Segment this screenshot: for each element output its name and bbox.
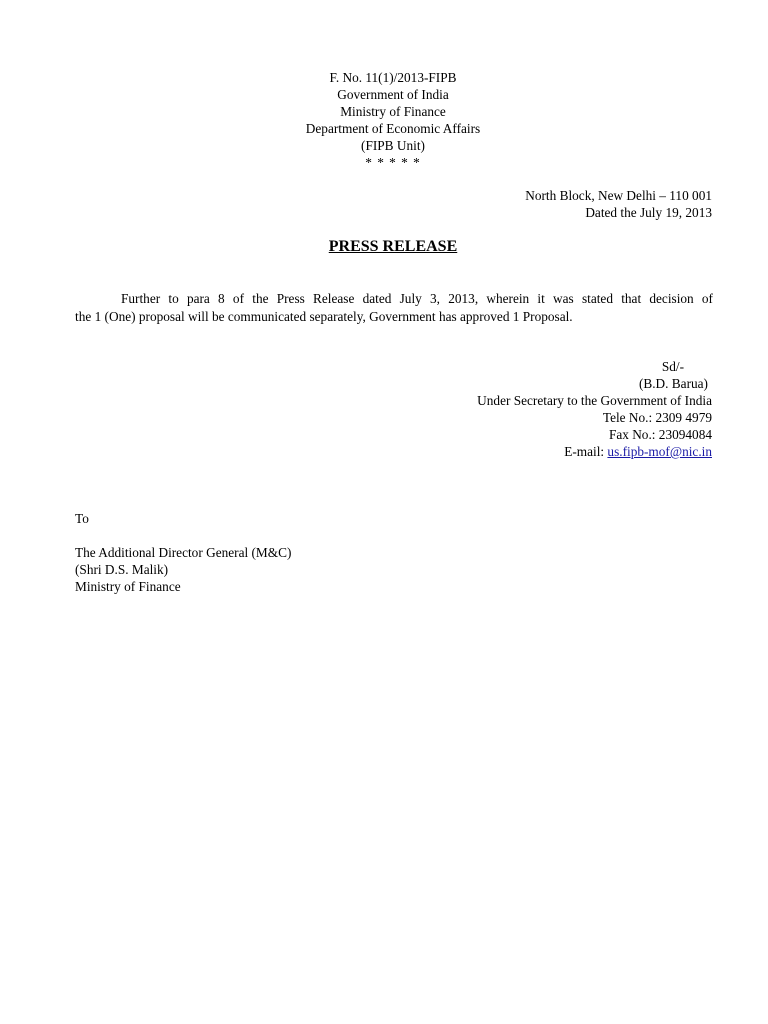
fax-number: Fax No.: 23094084 (608, 427, 712, 442)
signatory-name: (B.D. Barua) (638, 376, 708, 391)
recipient-title: The Additional Director General (M&C) (75, 545, 292, 560)
email-label: E-mail: (564, 444, 608, 459)
email-link[interactable]: us.fipb-mof@nic.in (607, 444, 712, 459)
signatory-designation: Under Secretary to the Government of India (477, 393, 712, 408)
document-date: Dated the July 19, 2013 (585, 205, 712, 220)
recipient-organization: Ministry of Finance (75, 579, 181, 594)
government-name: Government of India (337, 87, 449, 102)
telephone-number: Tele No.: 2309 4979 (602, 410, 712, 425)
header-separator: * * * * * (365, 155, 421, 170)
body-paragraph (75, 290, 713, 326)
ministry-name: Ministry of Finance (340, 104, 446, 119)
body-line-2: the 1 (One) proposal will be communicated separately, Government has approved 1 Proposal. (75, 309, 573, 324)
email-line (477, 443, 712, 460)
file-number: F. No. 11(1)/2013-FIPB (329, 70, 457, 85)
signature-block (477, 358, 712, 460)
recipient-block (75, 544, 291, 595)
unit-name: (FIPB Unit) (361, 138, 425, 153)
document-header (0, 69, 768, 171)
document-title: PRESS RELEASE (328, 238, 458, 255)
department-name: Department of Economic Affairs (305, 121, 481, 136)
body-line-1: Further to para 8 of the Press Release dated July 3, 2013, wherein it was stated that decision of (121, 291, 713, 306)
recipient-name: (Shri D.S. Malik) (75, 562, 169, 577)
signature-sd: Sd/- (661, 359, 684, 374)
address-block (525, 187, 712, 221)
office-location: North Block, New Delhi – 110 001 (525, 188, 712, 203)
to-label: To (75, 511, 89, 526)
